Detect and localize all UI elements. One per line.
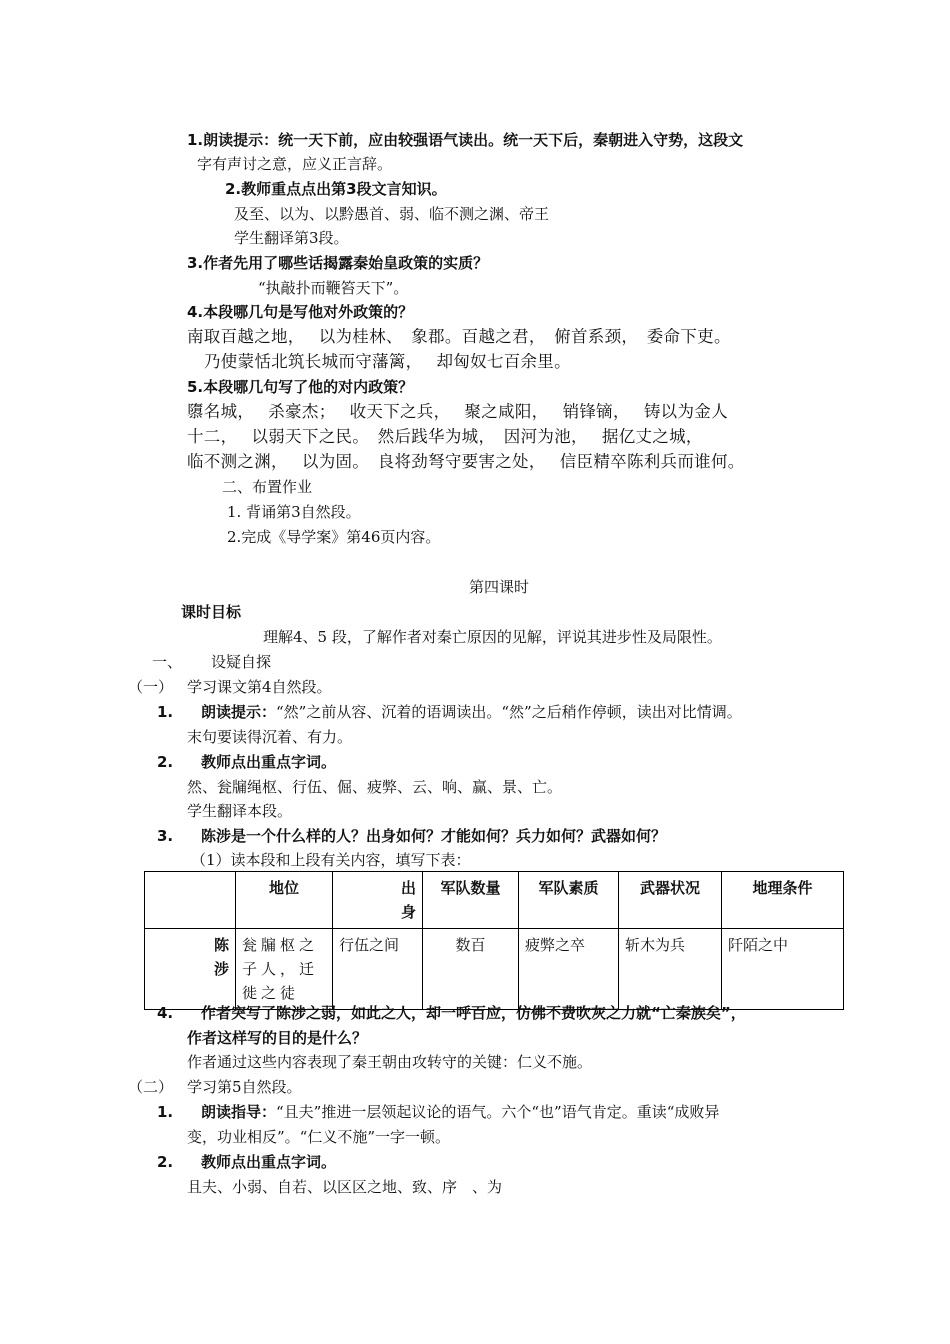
table-header-row: [145, 872, 844, 929]
reading-tip-line: 1.朗读提示：统一天下前，应由较强语气读出。统一天下后，秦朝进入守势，这段文: [187, 131, 744, 149]
item-2-text: 教师点出重点字词。: [201, 753, 337, 771]
table-cell-name: [145, 929, 236, 1010]
item-5-cont: 变，功业相反”。“仁义不施”一字一顿。: [187, 1128, 451, 1146]
item-3-instruction: （1）读本段和上段有关内容，填写下表：: [191, 851, 471, 869]
table-header-chushen-1: 出: [400, 879, 416, 897]
item-1-cont: 末句要读得沉着、有力。: [187, 728, 353, 746]
item-6-text: 教师点出重点字词。: [201, 1153, 337, 1171]
answer-4-line2: 乃使蒙恬北筑长城而守藩篱， 却匈奴七百余里。: [204, 352, 571, 371]
answer-5-line3: 临不测之渊， 以为固。 良将劲弩守要害之处， 信臣精卒陈利兵而谁何。: [187, 452, 745, 471]
translate-note: 学生翻译第3段。: [234, 229, 349, 247]
item-5-text: “且夫”推进一层领起议论的语气。六个“也”语气肯定。重读“成败异: [276, 1103, 720, 1121]
item-4-text: 作者突写了陈涉之弱，如此之人，却一呼百应，仿佛不费吹灰之力就“亡秦族矣”，: [201, 1004, 746, 1022]
table-cell-suzhi: 疲弊之卒: [519, 929, 619, 1010]
item-4-cont: 作者这样写的目的是什么？: [187, 1029, 368, 1047]
part-1-number: （一）: [128, 678, 174, 696]
table-header-diwei: 地位: [236, 872, 333, 929]
goal-heading: 课时目标: [181, 603, 242, 621]
table-cell-dili: 阡陌之中: [722, 929, 844, 1010]
teacher-point-heading: 2.教师重点点出第3段文言知识。: [225, 180, 447, 198]
answer-5-line1: 隳名城， 杀豪杰； 收天下之兵， 聚之咸阳， 销锋镝， 铸以为金人: [187, 402, 728, 421]
table-cell-diwei: [236, 929, 333, 1010]
item-2-vocab: 然、瓮牖绳枢、行伍、倔、疲弊、云、响、赢、景、亡。: [187, 778, 563, 796]
table-cell-name-2: 涉: [213, 960, 229, 978]
goal-text: 理解4、5 段，了解作者对秦亡原因的见解，评说其进步性及局限性。: [263, 628, 722, 646]
item-6-number: 2.: [157, 1153, 174, 1171]
item-4: [157, 1003, 746, 1023]
table-cell-chushen: 行伍之间: [333, 929, 423, 1010]
item-5-label: 朗读指导：: [201, 1103, 277, 1121]
lesson-title: 第四课时: [469, 578, 530, 596]
table-cell-name-1: 陈: [213, 936, 229, 954]
part-1-title: 学习课文第4自然段。: [187, 678, 332, 696]
item-1-text: “然”之前从容、沉着的语调读出。“然”之后稍作停顿，读出对比情调。: [276, 703, 742, 721]
item-6: [157, 1152, 336, 1172]
question-5: 5.本段哪几句写了他的对内政策？: [187, 378, 414, 396]
section-1-number: 一、: [152, 653, 183, 671]
item-2: [157, 752, 336, 772]
homework-item-1: 1. 背诵第3自然段。: [227, 503, 361, 521]
homework-heading: 二、布置作业: [222, 478, 313, 496]
vocab-list: 及至、以为、以黔愚首、弱、临不测之渊、帝王: [234, 205, 550, 223]
table-header-empty: [145, 872, 236, 929]
table-header-wuqi: 武器状况: [619, 872, 722, 929]
item-4-answer: 作者通过这些内容表现了秦王朝由攻转守的关键：仁义不施。: [187, 1053, 593, 1071]
answer-3: “执敲扑而鞭笞天下”。: [258, 279, 409, 297]
question-3: 3.作者先用了哪些话揭露秦始皇政策的实质？: [187, 254, 489, 272]
table-row: [145, 929, 844, 1010]
item-3-number: 3.: [157, 827, 174, 845]
answer-4-line1: 南取百越之地， 以为桂林、 象郡。百越之君， 俯首系颈， 委命下吏。: [187, 327, 731, 346]
item-5: [157, 1102, 719, 1122]
part-2-title: 学习第5自然段。: [187, 1078, 302, 1096]
table-cell-diwei-1: 瓮牖枢之: [242, 936, 319, 954]
item-3-text: 陈涉是一个什么样的人？出身如何？才能如何？兵力如何？武器如何？: [201, 827, 667, 845]
item-2-translate: 学生翻译本段。: [187, 802, 293, 820]
answer-5-line2: 十二， 以弱天下之民。 然后践华为城， 因河为池， 据亿丈之城，: [187, 427, 703, 446]
table-header-chushen-2: 身: [400, 903, 416, 921]
question-4: 4.本段哪几句是写他对外政策的？: [187, 303, 414, 321]
homework-item-2: 2.完成《导学案》第46页内容。: [227, 528, 441, 546]
item-1-number: 1.: [157, 703, 174, 721]
part-2-number: （二）: [128, 1078, 174, 1096]
item-1: [157, 702, 742, 722]
reading-tip-line-cont: 字有声讨之意，应义正言辞。: [197, 155, 393, 173]
table-header-shuliang: 军队数量: [423, 872, 519, 929]
item-5-number: 1.: [157, 1103, 174, 1121]
table-header-suzhi: 军队素质: [519, 872, 619, 929]
section-1-title: 设疑自探: [211, 653, 272, 671]
item-2-number: 2.: [157, 753, 174, 771]
item-4-number: 4.: [157, 1004, 174, 1022]
table-header-chushen: [333, 872, 423, 929]
chen-she-table: [144, 871, 844, 1010]
table-header-dili: 地理条件: [722, 872, 844, 929]
item-1-label: 朗读提示：: [201, 703, 277, 721]
table-cell-wuqi: 斩木为兵: [619, 929, 722, 1010]
table-cell-diwei-3: 徙之徒: [242, 984, 300, 1002]
table-cell-diwei-2: 子人，迁: [242, 960, 319, 978]
table-cell-shuliang: 数百: [423, 929, 519, 1010]
item-3: [157, 826, 666, 846]
item-6-vocab: 且夫、小弱、自若、以区区之地、致、序 、为: [187, 1178, 503, 1196]
